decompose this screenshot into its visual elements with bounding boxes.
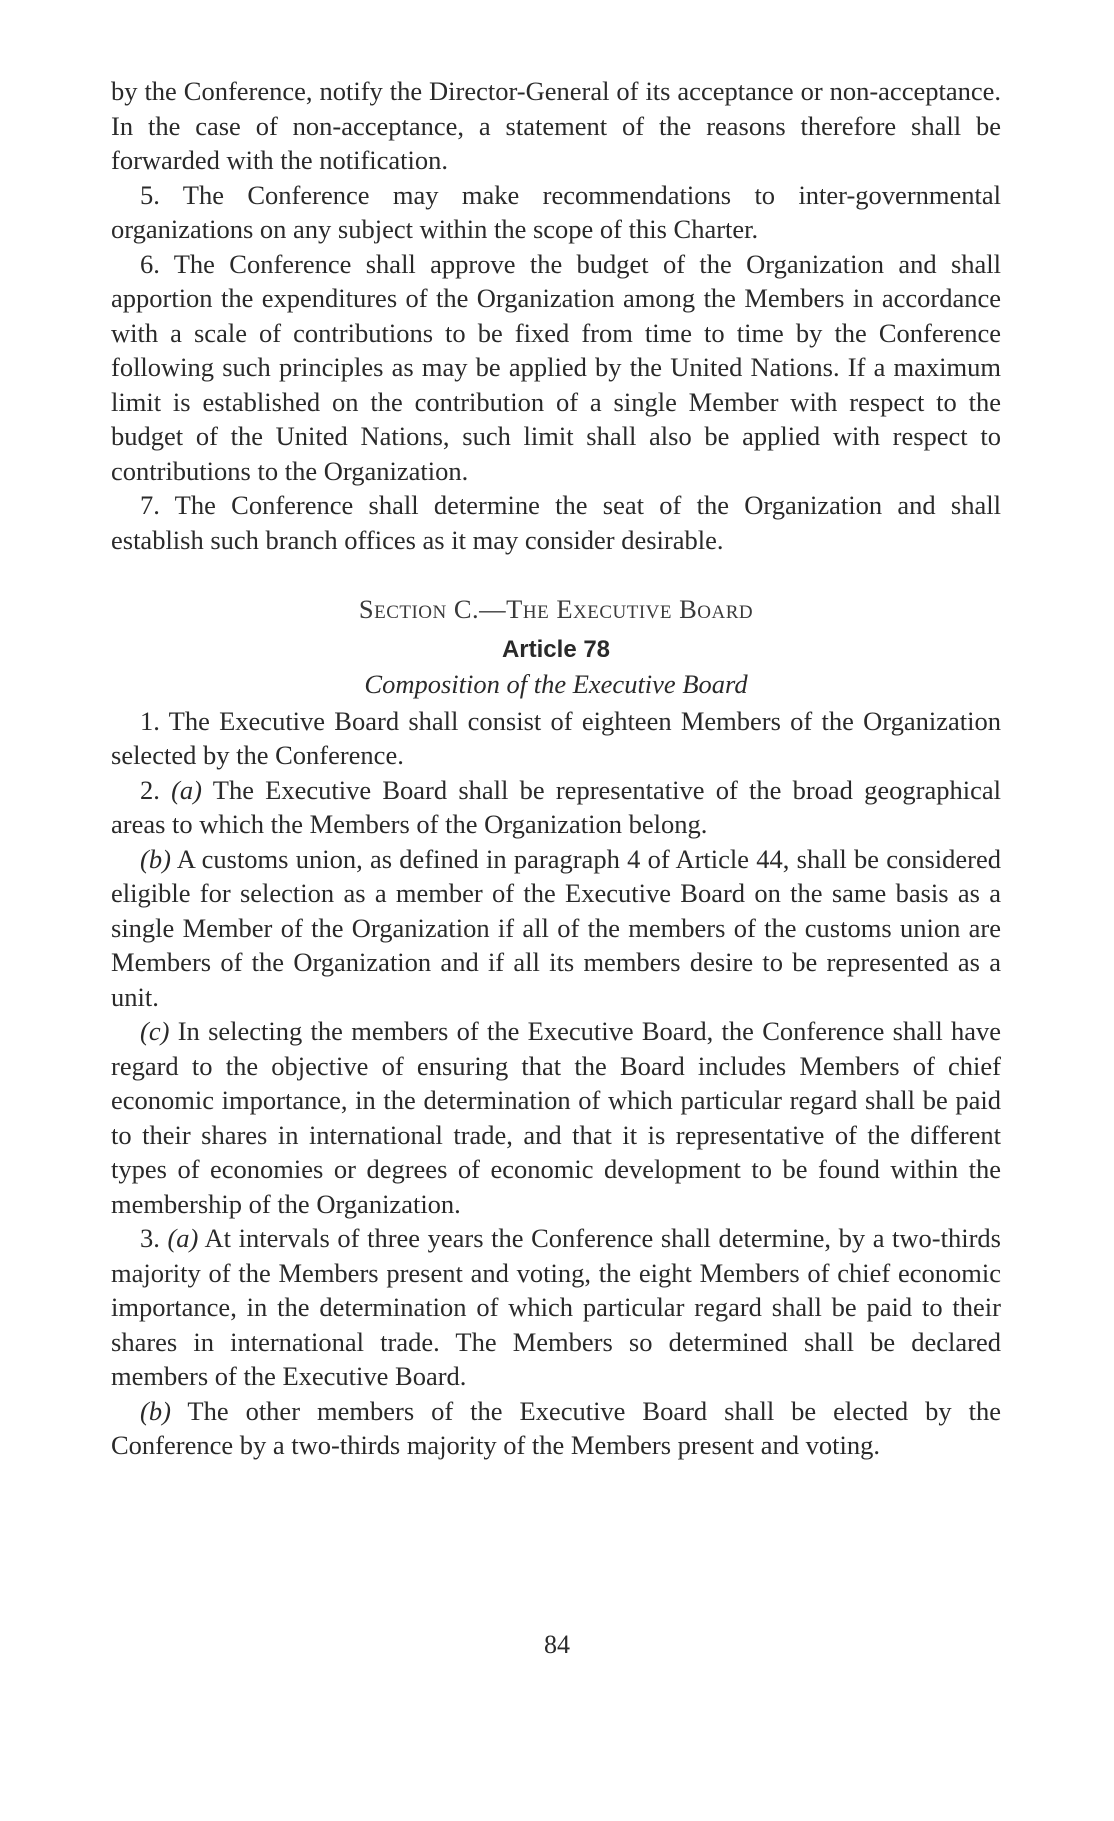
article-subtitle: Composition of the Executive Board bbox=[364, 669, 748, 699]
clause-letter: (a) bbox=[171, 774, 203, 805]
clause-letter: (a) bbox=[167, 1223, 199, 1253]
section-heading: Section C.—The Executive Board bbox=[358, 594, 754, 624]
clause-3b bbox=[111, 1394, 1001, 1463]
clause-letter: (c) bbox=[140, 1016, 170, 1046]
clause-2a bbox=[111, 773, 1001, 842]
clause-letter: (b) bbox=[140, 843, 171, 874]
paragraph-5: 5. The Conference may make recommendations to inter-governmental organizations on any subject within the scope of this Charter. bbox=[111, 179, 1001, 244]
clause-3a bbox=[111, 1221, 1001, 1394]
clause-text: In selecting the members of the Executive Board, the Conference shall have regard to the objective of ensuring that the Board includes Members of chief economic importance, in the determination of which particular regard shall be paid to their shares in international trade, and that it is representative of the different types of economies or degrees of economic development to be found within the membership of the Organization. bbox=[111, 1016, 1001, 1219]
clause-text: At intervals of three years the Conference shall determine, by a two-thirds majority of the Members present and voting, the eight Members of chief economic importance, in the determination of which particular regard shall be paid to their shares in international trade. The Members so determined shall be declared members of the Executive Board. bbox=[111, 1223, 1001, 1391]
page-number: 84 bbox=[544, 1630, 570, 1659]
paragraph-6: 6. The Conference shall approve the budget of the Organization and shall apportion the expenditures of the Organization among the Members in accordance with a scale of contributions to be fixed from time to time by the Conference following such principles as may be applied by the United Nations. If a maximum limit is established on the contribution of a single Member with respect to the budget of the United Nations, such limit shall also be applied with respect to contributions to the Organization. bbox=[111, 248, 1001, 486]
clause-number: 3. bbox=[140, 1223, 168, 1253]
document-page bbox=[111, 74, 1001, 1463]
clause-2c bbox=[111, 1014, 1001, 1221]
clause-number: 2. bbox=[140, 774, 172, 805]
clause-letter: (b) bbox=[140, 1395, 171, 1426]
paragraph-7: 7. The Conference shall determine the seat of the Organization and shall establish such branch offices as it may consider desirable. bbox=[111, 490, 1001, 555]
clause-text: The Executive Board shall be representative of the broad geographical areas to which the Members of the Organization belong. bbox=[111, 774, 1001, 839]
clause-text: A customs union, as defined in paragraph 4 of Article 44, shall be considered eligible for selection as a member of the Executive Board on the same basis as a single Member of the Organization if all of the members of the customs union are Members of the Organization and if all its members desire to be represented as a unit. bbox=[111, 843, 1001, 1012]
paragraph-continuation: by the Conference, notify the Director-General of its acceptance or non-acceptance. In the case of non-acceptance, a statement of the reasons therefore shall be forwarded with the notification. bbox=[111, 76, 1001, 175]
clause-2b bbox=[111, 842, 1001, 1015]
clause-1: 1. The Executive Board shall consist of eighteen Members of the Organization selected by the Conference. bbox=[111, 705, 1001, 770]
clause-text: The other members of the Executive Board shall be elected by the Conference by a two-thirds majority of the Members present and voting. bbox=[111, 1395, 1001, 1460]
article-heading: Article 78 bbox=[501, 635, 611, 663]
